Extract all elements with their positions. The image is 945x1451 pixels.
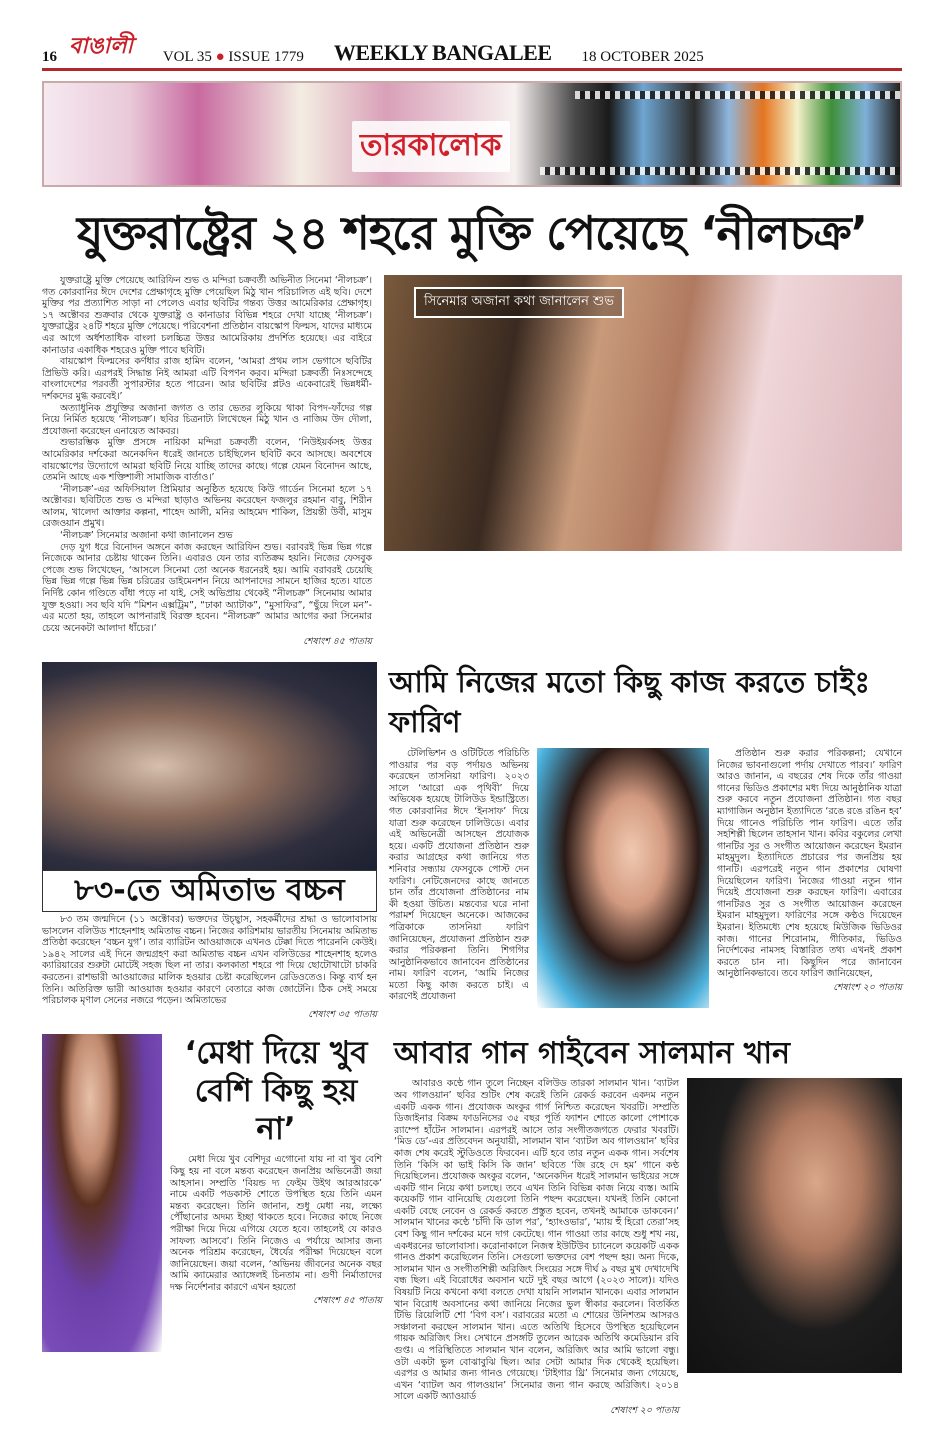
amitabh-story: [42, 662, 377, 1020]
volume: [163, 49, 304, 66]
third-row: [42, 1034, 902, 1416]
paper-name: WEEKLY BANGALEE: [333, 40, 552, 65]
amitabh-photo: [42, 662, 377, 870]
lead-article: [42, 275, 372, 648]
paragraph: টেলিভিশন ও ওটিটিতে পরিচিতি পাওয়ার পর বড় পর্দায়ও অভিনয় করেছেন তাসনিয়া ফারিণ। ২০২৩ সালে ‘আরো এক পৃথিবী’ দিয়ে অভিষেক হয়েছে টালিউড ইন্ডাস্ট্রিতে। গত কোরবানির ঈদে ‘ইনসাফ’ দিয়ে যাত্রা শুরু করেছেন ঢালিউডে। এবার এই অভিনেত্রী আসছেন প্রযোজক হয়ে। একটি প্রযোজনা প্রতিষ্ঠান শুরু করার আগ্রহের কথা জানিয়ে গত শনিবার সন্ধ্যায় ফেসবুকে পোস্ট দেন ফারিণ। নেটিজেনদের কাছে জানতে চান তাঁর প্রযোজনা প্রতিষ্ঠানের নাম কী হওয়া উচিত। মন্তব্যের ঘরে নানা পরামর্শ দিয়েছেন অনেকে। আজকের পত্রিকাকে তাসনিয়া ফারিণ জানিয়েছেন, প্রযোজনা প্রতিষ্ঠান শুরু করার পরিকল্পনা তিনি। শিগগির আনুষ্ঠানিকভাবে জানাবেন প্রতিষ্ঠানের নাম। ফারিণ বলেন, ‘আমি নিজের মতো কিছু কাজ করতে চাই। এ কারণেই প্রযোজনা: [389, 748, 529, 1003]
jaya-story: [42, 1034, 382, 1352]
salman-photo: [687, 1078, 902, 1373]
photo-caption: সিনেমার অজানা কথা জানালেন শুভ: [414, 287, 624, 318]
section-banner: [42, 81, 902, 187]
salman-headline: আবার গান গাইবেন সালমান খান: [394, 1036, 791, 1072]
continued-note: শেষাংশ ২০ পাতায়: [833, 981, 902, 993]
paragraph: যুক্তরাষ্ট্রে মুক্তি পেয়েছে আরিফিন শুভ ও মন্দিরা চক্রবর্তী অভিনীত সিনেমা ‘নীলচক্র’। গত কোরবানির ঈদে দেশের প্রেক্ষাগৃহে মুক্তি পেয়েছিল মিঠু খান পরিচালিত এই ছবি। দেশে মুক্তির পর প্রত্যাশিত সাড়া না পেলেও এবার ছবিটির গন্তব্য উত্তর আমেরিকার প্রেক্ষাগৃহ। ১৭ অক্টোবর শুক্রবার থেকে যুক্তরাষ্ট্র ও কানাডার বিভিন্ন শহরে দেখা যাচ্ছে ‘নীলচক্র’। যুক্তরাষ্ট্রের ২৪টি শহরে মুক্তি পেয়েছে। পরিবেশনা প্রতিষ্ঠান বায়স্কোপ ফিল্মস, যাদের মাধ্যমে এর আগে অর্ধশতাধিক বাংলা চলচ্চিত্র উত্তর আমেরিকায় প্রদর্শিত হয়েছে। এর বাইরে কানাডার একাধিক শহরেও মুক্তি পাবে ছবিটি।: [42, 275, 372, 356]
farin-photo: [537, 748, 709, 1008]
page-number: 16: [42, 49, 57, 65]
farin-headline: আমি নিজের মতো কিছু কাজ করতে চাইঃ ফারিণ: [389, 665, 870, 739]
paragraph: প্রতিষ্ঠান শুরু করার পরিকল্পনা; যেখানে নিজের ভাবনাগুলো পর্দায় দেখাতে পারব।’ ফারিণ আরও জানান, এ বছরের শেষ দিকে তাঁর গাওয়া গানের ভিডিও প্রকাশের মধ্য দিয়ে আনুষ্ঠানিক যাত্রা শুরু করবে নতুন প্রযোজনা প্রতিষ্ঠান। গত বছর ম্যাগাজিন অনুষ্ঠান ইত্যাদিতে ‘রঙে রঙে রঙিন হব’ দিয়ে গানেও পরিচিতি পান ফারিণ। এতে তাঁর সহশিল্পী ছিলেন তাহসান খান। কবির বকুলের লেখা গানটির সুর ও সংগীত আয়োজন করেছেন ইমরান মাহমুদুল। ইত্যাদিতে প্রচারের পর জনপ্রিয় হয় গানটি। এরপরেই নতুন গান প্রকাশের ঘোষণা দিয়েছিলেন ফারিণ। নিজের গাওয়া নতুন গান দিয়েই প্রযোজনা শুরু করছেন ফারিণ। এবারের গানটিরও সুর ও সংগীত আয়োজন করেছেন ইমরান মাহমুদুল। ফারিণের সঙ্গে কণ্ঠও দিয়েছেন ইমরান। ইতিমধ্যে শেষ হয়েছে মিউজিক ভিডিওর কাজ। গানের শিরোনাম, গীতিকার, ভিডিও নির্দেশকের নামসহ বিস্তারিত তথ্য এখনই প্রকাশ করতে চান না। কিছুদিন পরে জানাবেন আনুষ্ঠানিকভাবে। তবে ফারিণ জানিয়েছেন,: [717, 748, 902, 980]
amitabh-article: [42, 914, 377, 1020]
paragraph: অত্যাধুনিক প্রযুক্তির অজানা জগত ও তার ভেতর লুকিয়ে থাকা বিপদ-ফাঁদের গল্প নিয়ে নির্মিত হয়েছে ‘নীলচক্র’। ছবির চিত্রনাট্য লিখেছেন মিঠু খান ও নাজিম উদ দৌলা, প্রযোজনা করেছেন এনায়েত আকবর।: [42, 402, 372, 437]
salman-article: [394, 1078, 679, 1416]
farin-columns: [389, 748, 902, 1008]
bullet-icon: ●: [215, 49, 225, 65]
farin-article-right: [717, 748, 902, 993]
continued-note: শেষাংশ ৪৫ পাতায়: [303, 636, 372, 648]
paragraph: দেড় যুগ ধরে বিনোদন অঙ্গনে কাজ করছেন আরিফিন শুভ। বরাবরই ভিন্ন ভিন্ন গল্পে নিজেকে আনার চেষ্টায় থাকেন তিনি। এবারও যেন তার ব্যতিক্রম হয়নি। নিজের ফেসবুক পেজে শুভ লিখেছেন, ‘আসলে সিনেমা তো অনেক ধরনেরই হয়। আমি বরাবরই চেয়েছি ভিন্ন ভিন্ন গল্পে ভিন্ন ভিন্ন চরিত্রের ডাইমেনশন নিয়ে আপনাদের সামনে হাজির হতে। যাতে নির্দিষ্ট কোন গণ্ডিতে বাঁধা পড়ে না যাই, সেই অভিপ্রায় থেকেই “নীলচক্র” সিনেমায় আমার যুক্ত হওয়া। সব ছবি যদি “মিশন এক্সট্রিম”, “ঢাকা অ্যাটাক”, “মুসাফির”, “ছুঁয়ে দিলে মন”-এর মতো হয়, তাহলে আপনারাই বিরক্ত হবেন। “নীলচক্র” আমার আগের করা সিনেমার চেয়ে অনেকটা আলাদা ধাঁচের।’: [42, 541, 372, 634]
farin-article-left: [389, 748, 529, 1003]
masthead: [42, 34, 902, 66]
headline-line: বেশি কিছু হয় না’: [194, 1073, 358, 1148]
continued-note: শেষাংশ ৩৫ পাতায়: [308, 1008, 377, 1020]
film-strip: [540, 167, 900, 175]
subheading: ‘নীলচক্র’ সিনেমার অজানা কথা জানালেন শুভ: [60, 530, 233, 542]
paragraph: বায়স্কোপ ফিল্মসের কর্ণধার রাজ হামিদ বলেন, ‘আমরা প্রথম লাস ভেগাসে ছবিটির প্রিভিউ করি। এরপরই সিদ্ধান্ত নিই আমরা এটি বিপণন করব। মন্দিরা চক্রবর্তী নিঃসন্দেহে বাংলাদেশের পরবর্তী সুপারস্টার হতে পারেন। আর ছবিটির প্লটও একেবারেই ভিন্নধর্মী-দর্শকদের মুগ্ধ করবেই।’: [42, 356, 372, 402]
lead-headline: যুক্তরাষ্ট্রের ২৪ শহরে মুক্তি পেয়েছে ‘নীলচক্র’: [76, 206, 868, 260]
headline-line: ‘মেধা দিয়ে খুব: [184, 1035, 368, 1072]
header-divider: [42, 68, 902, 71]
film-strip: [575, 91, 900, 99]
salman-story: [394, 1034, 902, 1416]
issue-date: 18 OCTOBER 2025: [581, 49, 704, 65]
logo-text: বাঙালী: [69, 33, 133, 58]
salman-columns: [394, 1078, 902, 1416]
second-row: [42, 662, 902, 1020]
jaya-headline: [170, 1034, 382, 1148]
logo: [69, 29, 133, 66]
lead-row: [42, 275, 902, 648]
section-title: তারকালোক: [352, 121, 510, 172]
paragraph: মেধা দিয়ে খুব বেশিদূর এগোনো যায় না বা খুব বেশি কিছু হয় না বলে মন্তব্য করেছেন জনপ্রিয় অভিনেত্রী জয়া আহসান। সম্প্রতি ‘বিয়ন্ড দ্য ফেইম উইথ আরআরকে’ নামে একটি পডকাস্ট শোতে উপস্থিত হয়ে তিনি এমন মন্তব্য করেছেন। তিনি জানান, শুধু মেধা নয়, লক্ষ্যে পৌঁছানোর অদম্য ইচ্ছা থাকতে হবে। নিজের কাছে নিজে পরীক্ষা দিয়ে দিয়ে এগিয়ে যেতে হবে। তাহলেই যে কারও সাফল্য আসবে’। তিনি নিজেও এ পর্যায়ে আসার জন্য অনেক পরিশ্রম করেছেন, ধৈর্যের পরীক্ষা দিয়েছেন বলে জানিয়েছেন। জয়া বলেন, ‘অভিনয় জীবনের অনেক বছর আমি ক্যামেরার অ্যাঙ্গেলই চিনতাম না। গুণী নির্মাতাদের দক্ষ নির্দেশনার কারণে এখন হয়তো: [170, 1154, 382, 1293]
issue-label: ISSUE 1779: [228, 49, 304, 65]
lead-photo: [384, 275, 902, 551]
volume-label: VOL 35: [162, 49, 212, 65]
farin-story: [389, 662, 902, 1008]
continued-note: শেষাংশ ৪৫ পাতায়: [313, 1295, 382, 1307]
jaya-article: [170, 1154, 382, 1307]
jaya-photo: [42, 1034, 162, 1352]
paragraph: আবারও কণ্ঠে গান তুলে নিচ্ছেন বলিউড তারকা সালমান খান। ‘ব্যাটল অব গালওয়ান’ ছবির শুটিং শেষ করেই তিনি রেকর্ড করবেন একদম নতুন একটি একক গান। প্রযোজক অংকুর গার্গ নিশ্চিত করেছেন খবরটি। সম্প্রতি ডিজাইনার বিক্রম ফাডনিসের ৩৫ বছর পূর্তি ফ্যাশন শোতে কালো পোশাকে র‍্যাম্পে হাঁটেন সালমান। এরপরই আসে তার সংগীতজগতে ফেরার খবরটি। ‘মিড ডে’-এর প্রতিবেদন অনুযায়ী, সালমান খান ‘ব্যাটল অব গালওয়ান’ ছবির কাজ শেষ করেই স্টুডিওতে ফিরবেন। এটি হবে তার নতুন একক গান। সর্বশেষ তিনি ‘কিসি কা ভাই কিসি কি জান’ ছবিতে ‘জি রহে দে হম’ গানে কণ্ঠ দিয়েছিলেন। প্রযোজক অংকুর বলেন, ‘অনেকদিন ধরেই সালমান ভাইয়ের সঙ্গে একটি গান নিয়ে কথা চলছে। তবে এখন তিনি বিভিন্ন কাজ নিয়ে ব্যস্ত। আমি কয়েকটি গান বানিয়েছি যেগুলো তিনি পছন্দ করেছেন। যখনই তিনি কোনো একটি বেছে নেবেন ও রেকর্ড করতে প্রস্তুত হবেন, তখনই আমাকে ডাকবেন।’ সালমান খানের কণ্ঠে ‘চাঁদী কি ডাল পর’, ‘হ্যাংওভার’, ‘ম্যায় হুঁ হিরো তেরা’সহ বেশ কিছু গান দর্শকের মনে দাগ কেটেছে। গান গাওয়া তার কাছে শুধু শখ নয়, একধরনের ভালোবাসা। করোনাকালে নিজস্ব ইউটিউব চ্যানেলে কয়েকটি একক গানও প্রকাশ করেছিলেন তিনি। সেগুলো ভক্তদের বেশ পছন্দ হয়। অন্য দিকে, সালমান খান ও সংগীতশিল্পী অরিজিৎ সিংয়ের সঙ্গে দীর্ঘ ৯ বছর মুখ দেখাদেখি বন্ধ ছিল। এই বিরোধের অবসান ঘটে দুই বছর আগে (২০২৩ সালে)। যদিও বিষয়টি নিয়ে কখনো কথা বলতে দেখা যায়নি সালমান খানকে। এবার সালমান খান বিরোধ অবসানের কথা জানিয়ে নিজের ভুল স্বীকার করলেন। বিতর্কিত টিভি রিয়েলিটি শো ‘বিগ বস’। বরাবরের মতো এ শোয়ের উনিশতম আসরও সঞ্চালনা করছেন সালমান খান। এতে অতিথি হিসেবে উপস্থিত হয়েছিলেন গায়ক অরিজিৎ সিং। সেখানে প্রসঙ্গটি তুলেন আরেক অতিথি কমেডিয়ান রবি গুপ্ত। এ পরিস্থিতিতে সালমান খান বলেন, অরিজিৎ আর আমি ভালো বন্ধু। ওটা একটা ভুল বোঝাবুঝি ছিল। আর সেটা আমার দিক থেকেই হয়েছিল। এরপর ও আমার জন্য গানও গেয়েছে। ‘টাইগার থ্রি’ সিনেমার জন্য গেয়েছে, এখন ‘ব্যাটল অব গালওয়ান’ সিনেমার জন্য গান করছে অরিজিৎ। ২০১৪ সালে একটি অ্যাওয়ার্ড: [394, 1078, 679, 1403]
paragraph: ৮৩ তম জন্মদিনে (১১ অক্টোবর) ভক্তদের উচ্ছ্বাস, সহকর্মীদের শ্রদ্ধা ও ভালোবাসায় ভাসলেন বলিউড শাহেনশাহ অমিতাভ বচ্চন। নিজের কারিশমায় ভারতীয় সিনেমায় অমিতাভ প্রতিষ্ঠা করেছেন ‘বচ্চন যুগ’। তার ব্যারিটন আওয়াজকে এখনও টেক্কা দিতে পারেননি কেউই। ১৯৪২ সালের এই দিনে জন্মগ্রহণ করা অমিতাভ বচ্চন এখন বলিউডের শাহেনশাহ হলেও ক্যারিয়ারের শুরুটা মোটেই সহজ ছিল না তার। কলকাতা শহরে পা দিয়ে ছোটোখাটো চাকরি করতেন। রাশভারী আওয়াজের মালিক হওয়ার চেষ্টা করেছিলেন রেডিওতেও। কিন্তু ব্যর্থ হন তিনি। অতিরিক্ত ভারী আওয়াজ হওয়ার কারণে বেতারে কাজ জোটেনি। ঠিক সেই সময়ে পরিচালক মৃণাল সেনের নজরে পড়েন। অমিতাভের: [42, 914, 377, 1007]
paragraph: ‘নীলচক্র’-এর অফিসিয়াল প্রিমিয়ার অনুষ্ঠিত হয়েছে কিউ গার্ডেন সিনেমা হলে ১৭ অক্টোবর। ছবিটিতে শুভ ও মন্দিরা ছাড়াও অভিনয় করেছেন ফজলুর রহমান বাবু, শিরীন আলম, খালেদা আক্তার কল্পনা, শাহেদ আলী, মনির আহমেদ শাকিল, প্রিয়ন্তী উর্বী, মাসুম রেজওয়ান প্রমুখ।: [42, 483, 372, 530]
amitabh-headline: ৮৩-তে অমিতাভ বচ্চন: [42, 870, 377, 912]
continued-note: শেষাংশ ২০ পাতায়: [610, 1404, 679, 1416]
paragraph: শুভারম্ভিক মুক্তি প্রসঙ্গে নায়িকা মন্দিরা চক্রবর্তী বলেন, ‘নিউইয়র্কসহ উত্তর আমেরিকার দর্শকেরা অনেকদিন ধরেই জানতে চাইছিলেন ছবিটি কবে আসছে। অবশেষে বায়স্কোপের উদ্যোগে আমরা ছবিটি নিয়ে যাচ্ছি তাদের কাছে। গল্পে যেমন বিনোদন আছে, তেমনি আছে এক শক্তিশালী সামাজিক বার্তাও।’: [42, 437, 372, 484]
